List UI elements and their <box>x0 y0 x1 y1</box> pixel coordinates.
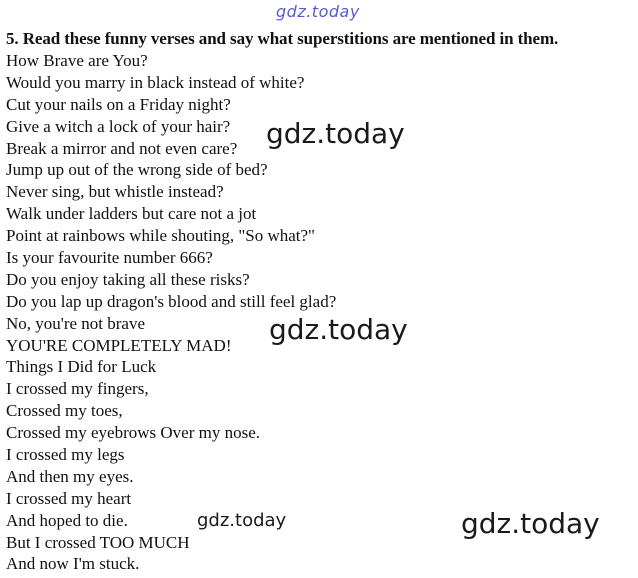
verse-line: Do you enjoy taking all these risks? <box>6 269 250 289</box>
verse-line: Give a witch a lock of your hair? <box>6 116 231 136</box>
verse-line: How Brave are You? <box>6 51 148 70</box>
verse-line: YOU'RE COMPLETELY MAD! <box>6 335 232 355</box>
watermark: gdz.today <box>461 507 600 540</box>
poem-title: Things I Did for Luck <box>6 357 157 377</box>
verse-line: I crossed my fingers, <box>6 379 149 399</box>
verse-line: Do you lap up dragon's blood and still feel glad? <box>6 291 337 311</box>
exercise-heading: 5. Read these funny verses and say what superstitions are mentioned in them. <box>6 29 559 48</box>
verse-line: Is your favourite number 666? <box>6 248 213 268</box>
verse-line: Walk under ladders but care not a jot <box>6 204 257 224</box>
watermark: gdz.today <box>269 313 408 346</box>
verse-line: And then my eyes. <box>6 466 134 486</box>
watermark: gdz.today <box>197 510 287 531</box>
verse-line: I crossed my heart <box>6 488 132 508</box>
verse-line: No, you're not brave <box>6 313 146 333</box>
verse-line: Would you marry in black instead of white? <box>6 72 305 92</box>
watermark: gdz.today <box>266 117 405 150</box>
exercise-document <box>6 28 636 575</box>
verse-line: And hoped to die. <box>6 510 128 530</box>
verse-line: Point at rainbows while shouting, "So what?" <box>6 226 315 246</box>
verse-line: Cut your nails on a Friday night? <box>6 94 231 114</box>
verse-line: Break a mirror and not even care? <box>6 138 238 158</box>
verse-line: Never sing, but whistle instead? <box>6 182 224 202</box>
verse-line: Jump up out of the wrong side of bed? <box>6 160 268 180</box>
verse-line: Crossed my eyebrows Over my nose. <box>6 423 261 443</box>
verse-line: But I crossed TOO MUCH <box>6 532 190 552</box>
verse-line: I crossed my legs <box>6 445 125 465</box>
watermark-top: gdz.today <box>276 2 360 21</box>
verse-line: Crossed my toes, <box>6 401 123 421</box>
verse-line: And now I'm stuck. <box>6 554 140 574</box>
